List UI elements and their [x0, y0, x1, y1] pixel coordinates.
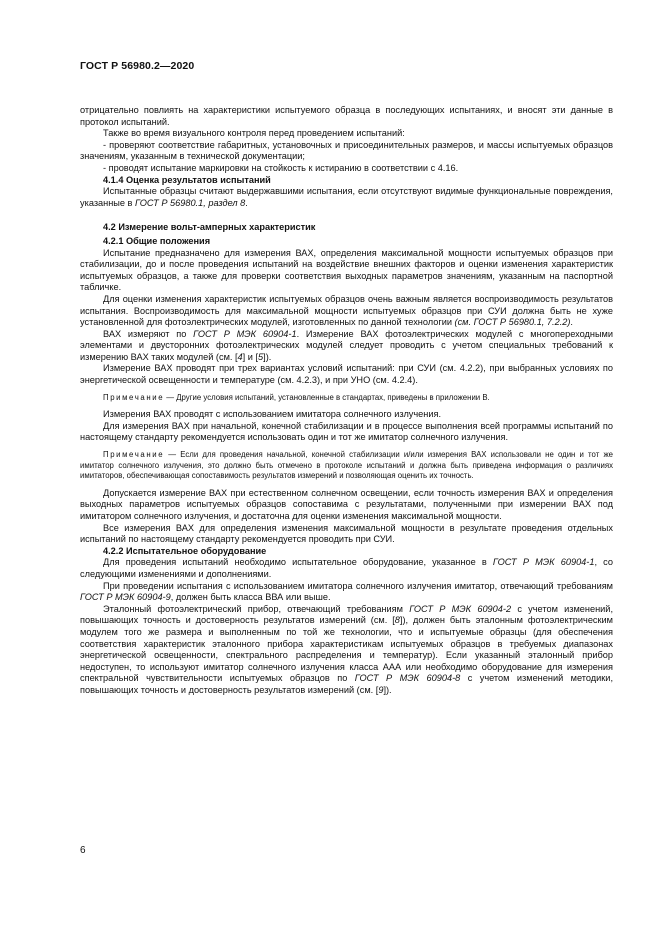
- paragraph: Также во время визуального контроля перед проведением испытаний:: [103, 128, 405, 139]
- paragraph: Измерения ВАХ проводят с использованием имитатора солнечного излучения.: [103, 409, 442, 420]
- paragraph: Измерение ВАХ проводят при трех вариантах условий испытаний: при СУИ (см. 4.2.2), при выбранных условиях по энергетической освещенности и температуре (см. 4.2.3), и при УНО (см. 4.2.4).: [80, 363, 613, 386]
- paragraph: Испытанные образцы считают выдержавшими испытания, если отсутствуют видимые функциональные повреждения, указанные в ГОСТ Р 56980.1, раздел 8.: [80, 186, 613, 208]
- citation: 5: [258, 351, 264, 362]
- paragraph: Для оценки изменения характеристик испытуемых образцов очень важным является воспроизводимость результатов испытания. Воспроизводимость для максимальной мощности испытуемых образцов при СУИ должна быть не хуже установленной для фотоэлектрических модулей, изготовленных по данной технологии (см. ГОСТ Р 56980.1, 7.2.2).: [80, 293, 613, 328]
- note: Примечание — Другие условия испытаний, установленные в стандартах, приведены в приложении В.: [103, 392, 490, 402]
- reference: ГОСТ Р 56980.1, раздел 8: [135, 197, 246, 208]
- reference: (см. ГОСТ Р 56980.1, 7.2.2): [454, 317, 571, 328]
- paragraph: Для проведения испытаний необходимо испытательное оборудование, указанное в ГОСТ Р МЭК 60904-1, со следующими изменениями и дополнениями.: [80, 557, 613, 579]
- paragraph: отрицательно повлиять на характеристики испытуемого образца в последующих испытаниях, и вносят эти данные в протокол испытаний.: [80, 105, 613, 127]
- citation: 8: [394, 615, 400, 626]
- reference: ГОСТ Р МЭК 60904-1: [492, 557, 595, 568]
- document-header: ГОСТ Р 56980.2—2020: [80, 60, 195, 72]
- list-item: - проверяют соответствие габаритных, установочных и присоединительных размеров, и массы испытуемых образцов значениям, указанным в технической документации;: [80, 139, 613, 162]
- paragraph: Испытание предназначено для измерения ВАХ, определения максимальной мощности испытуемых образцов при стабилизации, до и после проведения испытаний на воздействие внешних факторов и оценки изменения характеристик испытуемых образцов, а также для проверки соответствия выходных параметров значениям, указанным на паспортной табличке.: [80, 247, 613, 293]
- note-label: Примечание: [103, 392, 165, 402]
- note-label: Примечание: [103, 450, 165, 460]
- section-heading-4-2-1: 4.2.1 Общие положения: [103, 235, 211, 246]
- citation: 4: [237, 351, 243, 362]
- section-heading-4-1-4: 4.1.4 Оценка результатов испытаний: [103, 174, 271, 185]
- paragraph: Для измерения ВАХ при начальной, конечной стабилизации и в процессе выполнения всей программы испытаний по настоящему стандарту рекомендуется использовать один и тот же имитатор солнечного излучения.: [80, 420, 613, 443]
- reference: ГОСТ Р МЭК 60904-9: [80, 592, 171, 603]
- paragraph: Допускается измерение ВАХ при естественном солнечном освещении, если точность измерения ВАХ и определения выходных параметров испытуемых образцов сопоставима с результатами, полученными при измерении ВАХ под имитатором солнечного излучения, и достаточна для оценки изменения максимальной мощности.: [80, 487, 613, 521]
- list-item: - проводят испытание маркировки на стойкость к истиранию в соответствии с 4.16.: [103, 162, 459, 173]
- citation: 9: [378, 684, 384, 695]
- reference: ГОСТ Р МЭК 60904-1: [193, 328, 297, 339]
- section-heading-4-2-2: 4.2.2 Испытательное оборудование: [103, 545, 267, 556]
- document-body: [80, 105, 613, 697]
- paragraph: Все измерения ВАХ для определения изменения максимальной мощности в результате проведения отдельных испытаний по настоящему стандарту рекомендуется проводить при СУИ.: [80, 522, 613, 545]
- paragraph: Эталонный фотоэлектрический прибор, отвечающий требованиям ГОСТ Р МЭК 60904-2 с учетом изменений, повышающих точность и достоверность результатов измерений (см. [8]), должен быть эталонным фотоэлектрическим модулем того же размера и выполненным по той же технологии, что и испытуемые образцы (для обеспечения соответствия характеристик эталонного прибора характеристикам испытуемых образцов в требуемых диапазонах энергетической освещенности, спектрального распределения и температур). Если указанный эталонный прибор недоступен, то используют имитатор солнечного излучения класса ААА или необходимо оборудование для измерения спектральной чувствительности испытуемых образцов по ГОСТ Р МЭК 60904-8 с учетом изменений методики, повышающих точность и достоверность результатов измерений (см. [9]).: [80, 603, 613, 695]
- page-number: 6: [80, 845, 86, 856]
- section-heading-4-2: 4.2 Измерение вольт-амперных характеристик: [103, 222, 316, 233]
- reference: ГОСТ Р МЭК 60904-8: [354, 673, 461, 684]
- note: Примечание — Если для проведения начальной, конечной стабилизации и/или измерения ВАХ использовали не один и тот же имитатор солнечного излучения, это должно быть отмечено в протоколе испытаний и должна быть приведена информация о различиях имитаторов, обеспечивающая сопоставимость результатов измерений и позволяющая оценить их точность.: [80, 450, 613, 481]
- paragraph: ВАХ измеряют по ГОСТ Р МЭК 60904-1. Измерение ВАХ фотоэлектрических модулей с многопереходными элементами и двусторонних фотоэлектрических модулей следует проводить с учетом специальных требований к измерению ВАХ таких модулей (см. [4] и [5]).: [80, 328, 613, 362]
- paragraph: При проведении испытания с использованием имитатора солнечного излучения имитатор, отвечающий требованиям ГОСТ Р МЭК 60904-9, должен быть класса ВВА или выше.: [80, 580, 613, 603]
- reference: ГОСТ Р МЭК 60904-2: [409, 603, 512, 614]
